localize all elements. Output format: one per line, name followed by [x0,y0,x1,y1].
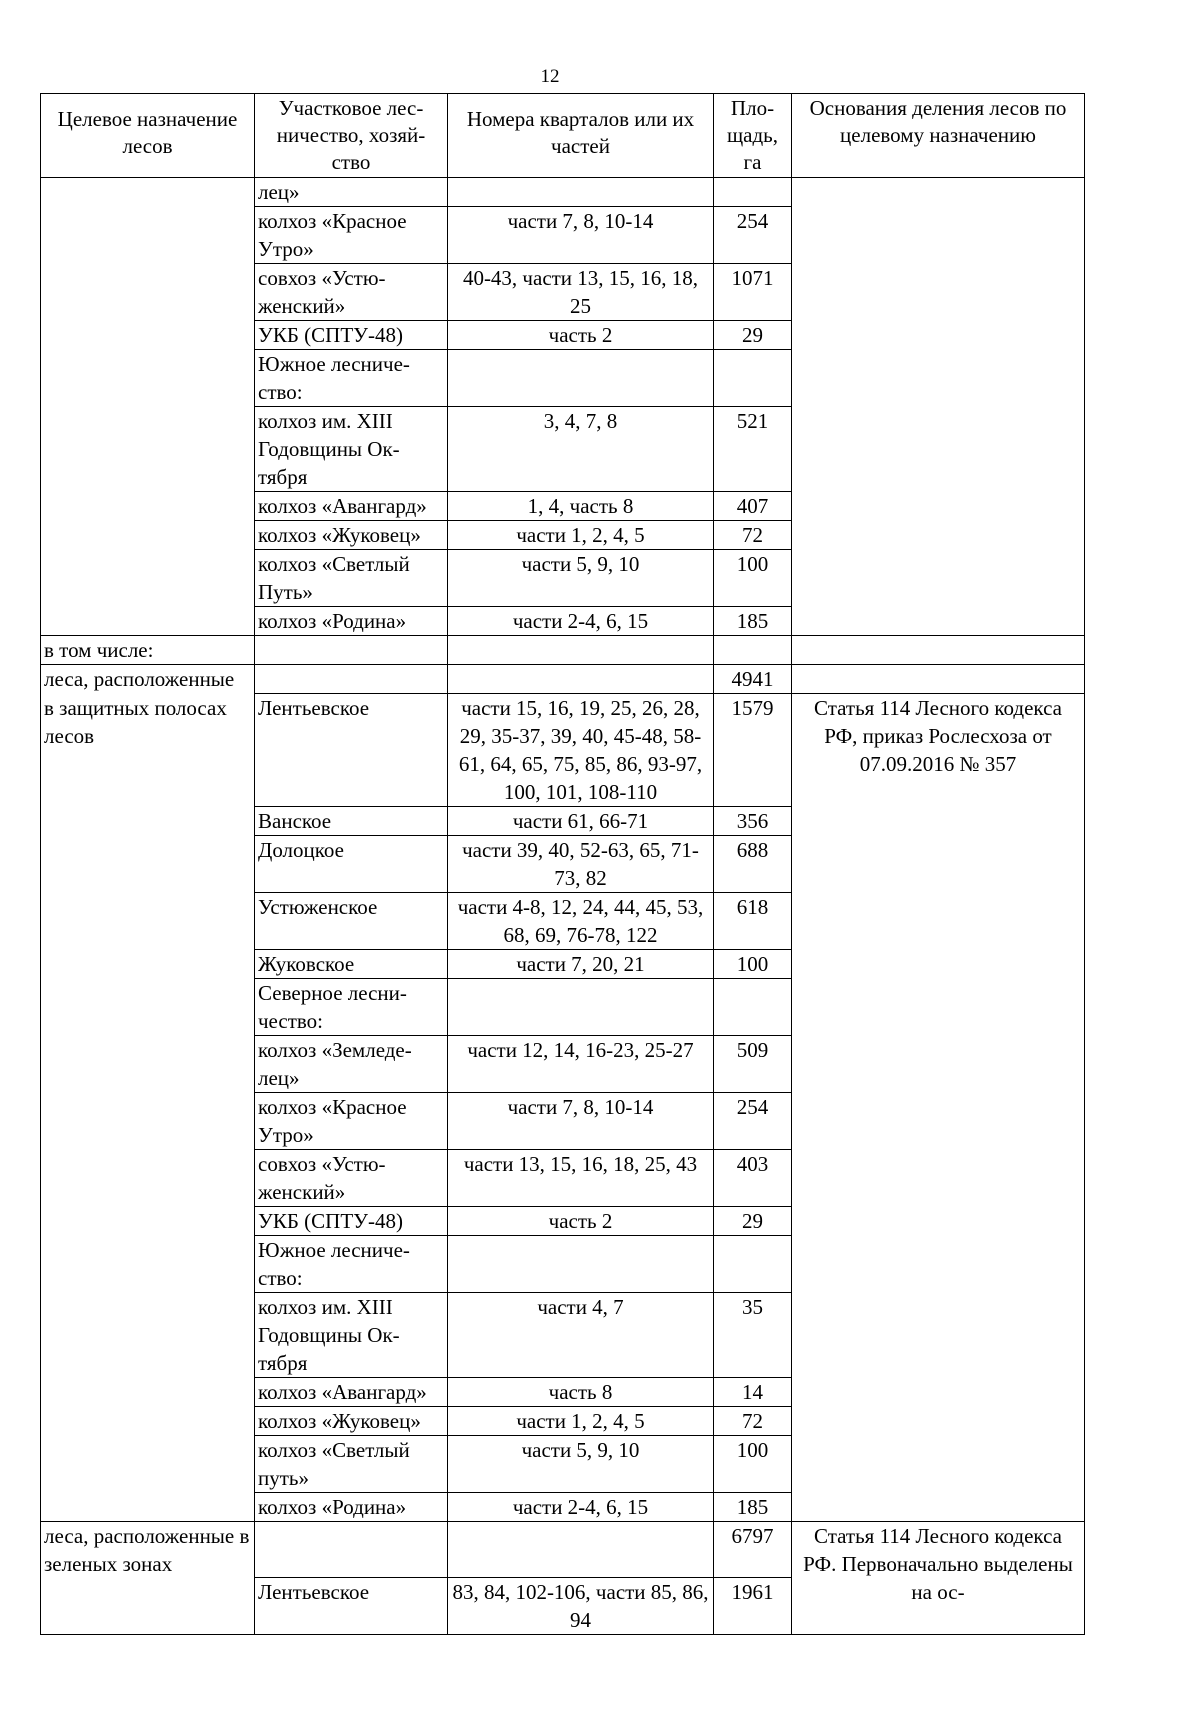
table-header-row [41,94,1085,178]
unit-cell: колхоз «Красное Утро» [255,207,448,264]
unit-cell: совхоз «Устю-женский» [255,1150,448,1207]
header-unit: Участковое лес-ничество, хозяй-ство [255,94,448,178]
area-cell: 521 [714,407,792,492]
purpose-cell: в защитных полосах лесов [41,694,255,1522]
quarters-cell: части 12, 14, 16-23, 25-27 [448,1036,714,1093]
quarters-cell [448,1236,714,1293]
unit-cell: Южное лесниче-ство: [255,1236,448,1293]
table-row [41,1522,1085,1578]
quarters-cell: части 7, 20, 21 [448,950,714,979]
unit-cell [255,1522,448,1578]
basis-cell: Статья 114 Лесного кодекса РФ, приказ Рослесхоза от 07.09.2016 № 357 [792,694,1085,1522]
unit-cell: лец» [255,178,448,207]
area-cell: 618 [714,893,792,950]
area-cell: 72 [714,521,792,550]
unit-cell: Лентьевское [255,694,448,807]
unit-cell: совхоз «Устю-женский» [255,264,448,321]
basis-cell [792,178,1085,636]
area-cell: 185 [714,607,792,636]
quarters-cell: части 1, 2, 4, 5 [448,521,714,550]
table-row [41,636,1085,665]
area-cell [714,350,792,407]
header-quarters: Номера кварталов или их частей [448,94,714,178]
quarters-cell [448,350,714,407]
area-cell: 688 [714,836,792,893]
unit-cell: Южное лесниче-ство: [255,350,448,407]
area-cell: 14 [714,1378,792,1407]
purpose-cell: леса, расположенные [41,665,255,694]
basis-cell [792,665,1085,694]
area-cell: 100 [714,1436,792,1493]
area-cell: 100 [714,550,792,607]
quarters-cell: 3, 4, 7, 8 [448,407,714,492]
unit-cell: Долоцкое [255,836,448,893]
forest-purpose-table [40,93,1085,1635]
unit-cell: УКБ (СПТУ-48) [255,1207,448,1236]
unit-cell: колхоз «Авангард» [255,1378,448,1407]
table-row [41,694,1085,807]
area-cell [714,1236,792,1293]
area-cell [714,979,792,1036]
area-cell: 1961 [714,1578,792,1635]
header-purpose: Целевое назначение лесов [41,94,255,178]
header-basis: Основания деления лесов по целевому назначению [792,94,1085,178]
quarters-cell: часть 8 [448,1378,714,1407]
quarters-cell: части 5, 9, 10 [448,550,714,607]
purpose-cell: леса, расположенные в зеленых зонах [41,1522,255,1635]
unit-cell: колхоз «Авангард» [255,492,448,521]
quarters-cell: части 7, 8, 10-14 [448,207,714,264]
quarters-cell: 1, 4, часть 8 [448,492,714,521]
area-cell: 35 [714,1293,792,1378]
unit-cell: колхоз «Родина» [255,607,448,636]
area-cell: 254 [714,1093,792,1150]
unit-cell: Лентьевское [255,1578,448,1635]
quarters-cell [448,665,714,694]
quarters-cell: части 2-4, 6, 15 [448,1493,714,1522]
quarters-cell: части 4, 7 [448,1293,714,1378]
quarters-cell: 83, 84, 102-106, части 85, 86, 94 [448,1578,714,1635]
area-cell: 403 [714,1150,792,1207]
unit-cell: колхоз «Красное Утро» [255,1093,448,1150]
unit-cell: колхоз «Светлый путь» [255,1436,448,1493]
basis-cell [792,636,1085,665]
quarters-cell: части 61, 66-71 [448,807,714,836]
quarters-cell: 40-43, части 13, 15, 16, 18, 25 [448,264,714,321]
quarters-cell [448,1522,714,1578]
unit-cell: Устюженское [255,893,448,950]
table-row [41,665,1085,694]
quarters-cell: части 2-4, 6, 15 [448,607,714,636]
unit-cell: Северное лесни-чество: [255,979,448,1036]
area-cell: 100 [714,950,792,979]
unit-cell: колхоз «Светлый Путь» [255,550,448,607]
unit-cell: колхоз им. XIII Годовщины Ок-тября [255,407,448,492]
area-cell [714,636,792,665]
unit-cell: колхоз «Родина» [255,1493,448,1522]
area-cell [714,178,792,207]
header-area: Пло-щадь, га [714,94,792,178]
quarters-cell: части 7, 8, 10-14 [448,1093,714,1150]
unit-cell [255,636,448,665]
quarters-cell [448,636,714,665]
quarters-cell: части 5, 9, 10 [448,1436,714,1493]
area-cell: 6797 [714,1522,792,1578]
quarters-cell: части 13, 15, 16, 18, 25, 43 [448,1150,714,1207]
area-cell: 185 [714,1493,792,1522]
unit-cell [255,665,448,694]
unit-cell: колхоз «Жуковец» [255,1407,448,1436]
area-cell: 29 [714,1207,792,1236]
area-cell: 4941 [714,665,792,694]
basis-cell: Статья 114 Лесного кодекса РФ. Первоначально выделены на ос- [792,1522,1085,1635]
unit-cell: колхоз «Жуковец» [255,521,448,550]
quarters-cell: части 1, 2, 4, 5 [448,1407,714,1436]
quarters-cell [448,979,714,1036]
quarters-cell [448,178,714,207]
purpose-cell: в том числе: [41,636,255,665]
area-cell: 509 [714,1036,792,1093]
area-cell: 1071 [714,264,792,321]
area-cell: 1579 [714,694,792,807]
area-cell: 254 [714,207,792,264]
purpose-cell [41,178,255,636]
area-cell: 407 [714,492,792,521]
unit-cell: Жуковское [255,950,448,979]
quarters-cell: части 39, 40, 52-63, 65, 71-73, 82 [448,836,714,893]
area-cell: 29 [714,321,792,350]
unit-cell: Ванское [255,807,448,836]
unit-cell: колхоз «Земледе-лец» [255,1036,448,1093]
quarters-cell: часть 2 [448,321,714,350]
page-number: 12 [540,66,560,87]
quarters-cell: часть 2 [448,1207,714,1236]
quarters-cell: части 4-8, 12, 24, 44, 45, 53, 68, 69, 76-78, 122 [448,893,714,950]
area-cell: 356 [714,807,792,836]
unit-cell: УКБ (СПТУ-48) [255,321,448,350]
table-row [41,178,1085,207]
area-cell: 72 [714,1407,792,1436]
quarters-cell: части 15, 16, 19, 25, 26, 28, 29, 35-37, 39, 40, 45-48, 58-61, 64, 65, 75, 85, 86, 93-97, 100, 101, 108-110 [448,694,714,807]
unit-cell: колхоз им. XIII Годовщины Ок-тября [255,1293,448,1378]
